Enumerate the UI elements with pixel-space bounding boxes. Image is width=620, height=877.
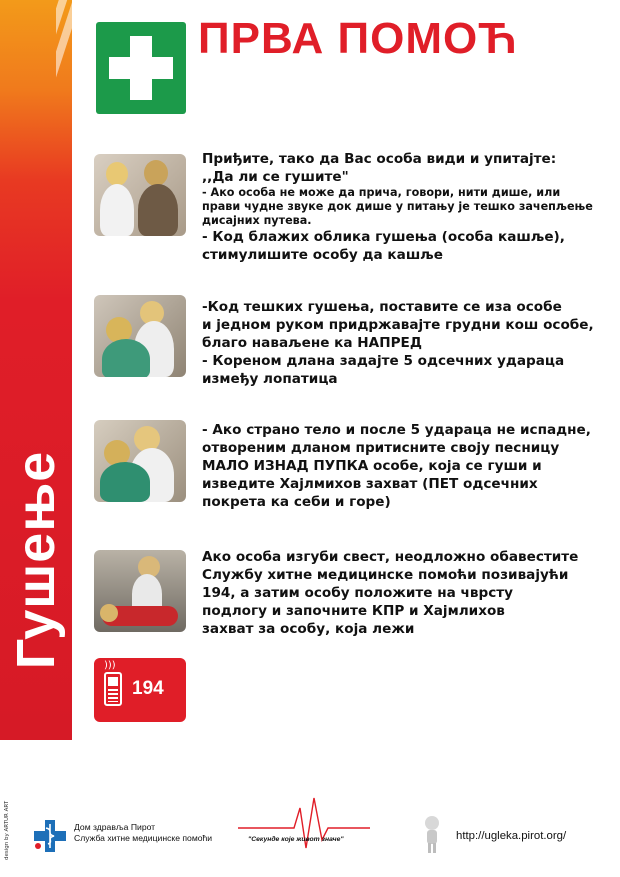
side-title: Гушење: [6, 450, 66, 670]
step-text-line: стимулишите особу да кашље: [202, 247, 443, 263]
step-text-line: 194, а затим особу положите на чврсту: [202, 585, 513, 601]
step-text-line: покрета ка себи и горе): [202, 494, 391, 510]
signal-waves-icon: ))): [104, 660, 116, 671]
step-text-line: - Ако страно тело и после 5 удараца не испадне,: [202, 422, 591, 438]
side-stripes: [56, 0, 96, 200]
design-credit: design by ARTUR ART: [4, 800, 10, 860]
step-text-line: ,,Да ли се гушите": [202, 169, 349, 185]
step-2-photo: [94, 295, 186, 377]
page-title: ПРВА ПОМОЋ: [198, 14, 518, 63]
figure-mascot-icon: [420, 815, 444, 855]
step-text-line: - Кореном длана задајте 5 одсечних удараца: [202, 353, 565, 369]
step-text-line: - Код блажих облика гушења (особа кашље),: [202, 229, 565, 245]
step-3-photo: [94, 420, 186, 502]
step-text-line-small: - Ако особа не може да прича, говори, нити дише, или: [202, 186, 561, 199]
step-text-line: између лопатица: [202, 371, 338, 387]
step-text-line: -Код тешких гушења, поставите се иза особе: [202, 299, 562, 315]
step-text-line: изведите Хајлмихов захват (ПЕТ одсечних: [202, 476, 538, 492]
step-text-line: МАЛО ИЗНАД ПУПКА особе, која се гуши и: [202, 458, 542, 474]
step-text-line: Приђите, тако да Вас особа види и упитајте:: [202, 151, 557, 167]
footer-url-link[interactable]: http://ugleka.pirot.org/: [456, 830, 567, 842]
step-text-line: Ако особа изгуби свест, неодложно обавестите: [202, 549, 579, 565]
step-text-line: Службу хитне медицинске помоћи позивајући: [202, 567, 569, 583]
footer-org-line1: Дом здравља Пирот: [74, 822, 156, 832]
step-1-text: [202, 150, 612, 264]
step-3-text: [202, 421, 612, 511]
emergency-number-box: [94, 658, 186, 722]
step-text-line: и једном руком придржавајте грудни кош особе,: [202, 317, 594, 333]
step-4-text: [202, 548, 612, 638]
step-4-photo: [94, 550, 186, 632]
emergency-number: 194: [132, 678, 164, 699]
footer-slogan: "Секунде које живот значе": [248, 836, 344, 843]
footer-org-line2: Служба хитне медицинске помоћи: [74, 833, 213, 843]
step-text-line: отвореним дланом притисните своју песницу: [202, 440, 560, 456]
mobile-phone-icon: [104, 672, 122, 706]
first-aid-cross-icon: [96, 22, 186, 114]
footer-organization: [74, 822, 212, 844]
emergency-service-logo-icon: [30, 818, 70, 854]
step-2-text: [202, 298, 612, 388]
step-text-line: подлогу и започните КПР и Хајмлихов: [202, 603, 505, 619]
step-text-line: захват за особу, која лежи: [202, 621, 415, 637]
step-text-line-small: прави чудне звуке док дише у питању је тешко зачепљење: [202, 200, 593, 213]
ekg-line-icon: [236, 796, 372, 856]
step-1-photo: [94, 154, 186, 236]
step-text-line: благо наваљене ка НАПРЕД: [202, 335, 422, 351]
step-text-line-small: дисајних путева.: [202, 214, 312, 227]
